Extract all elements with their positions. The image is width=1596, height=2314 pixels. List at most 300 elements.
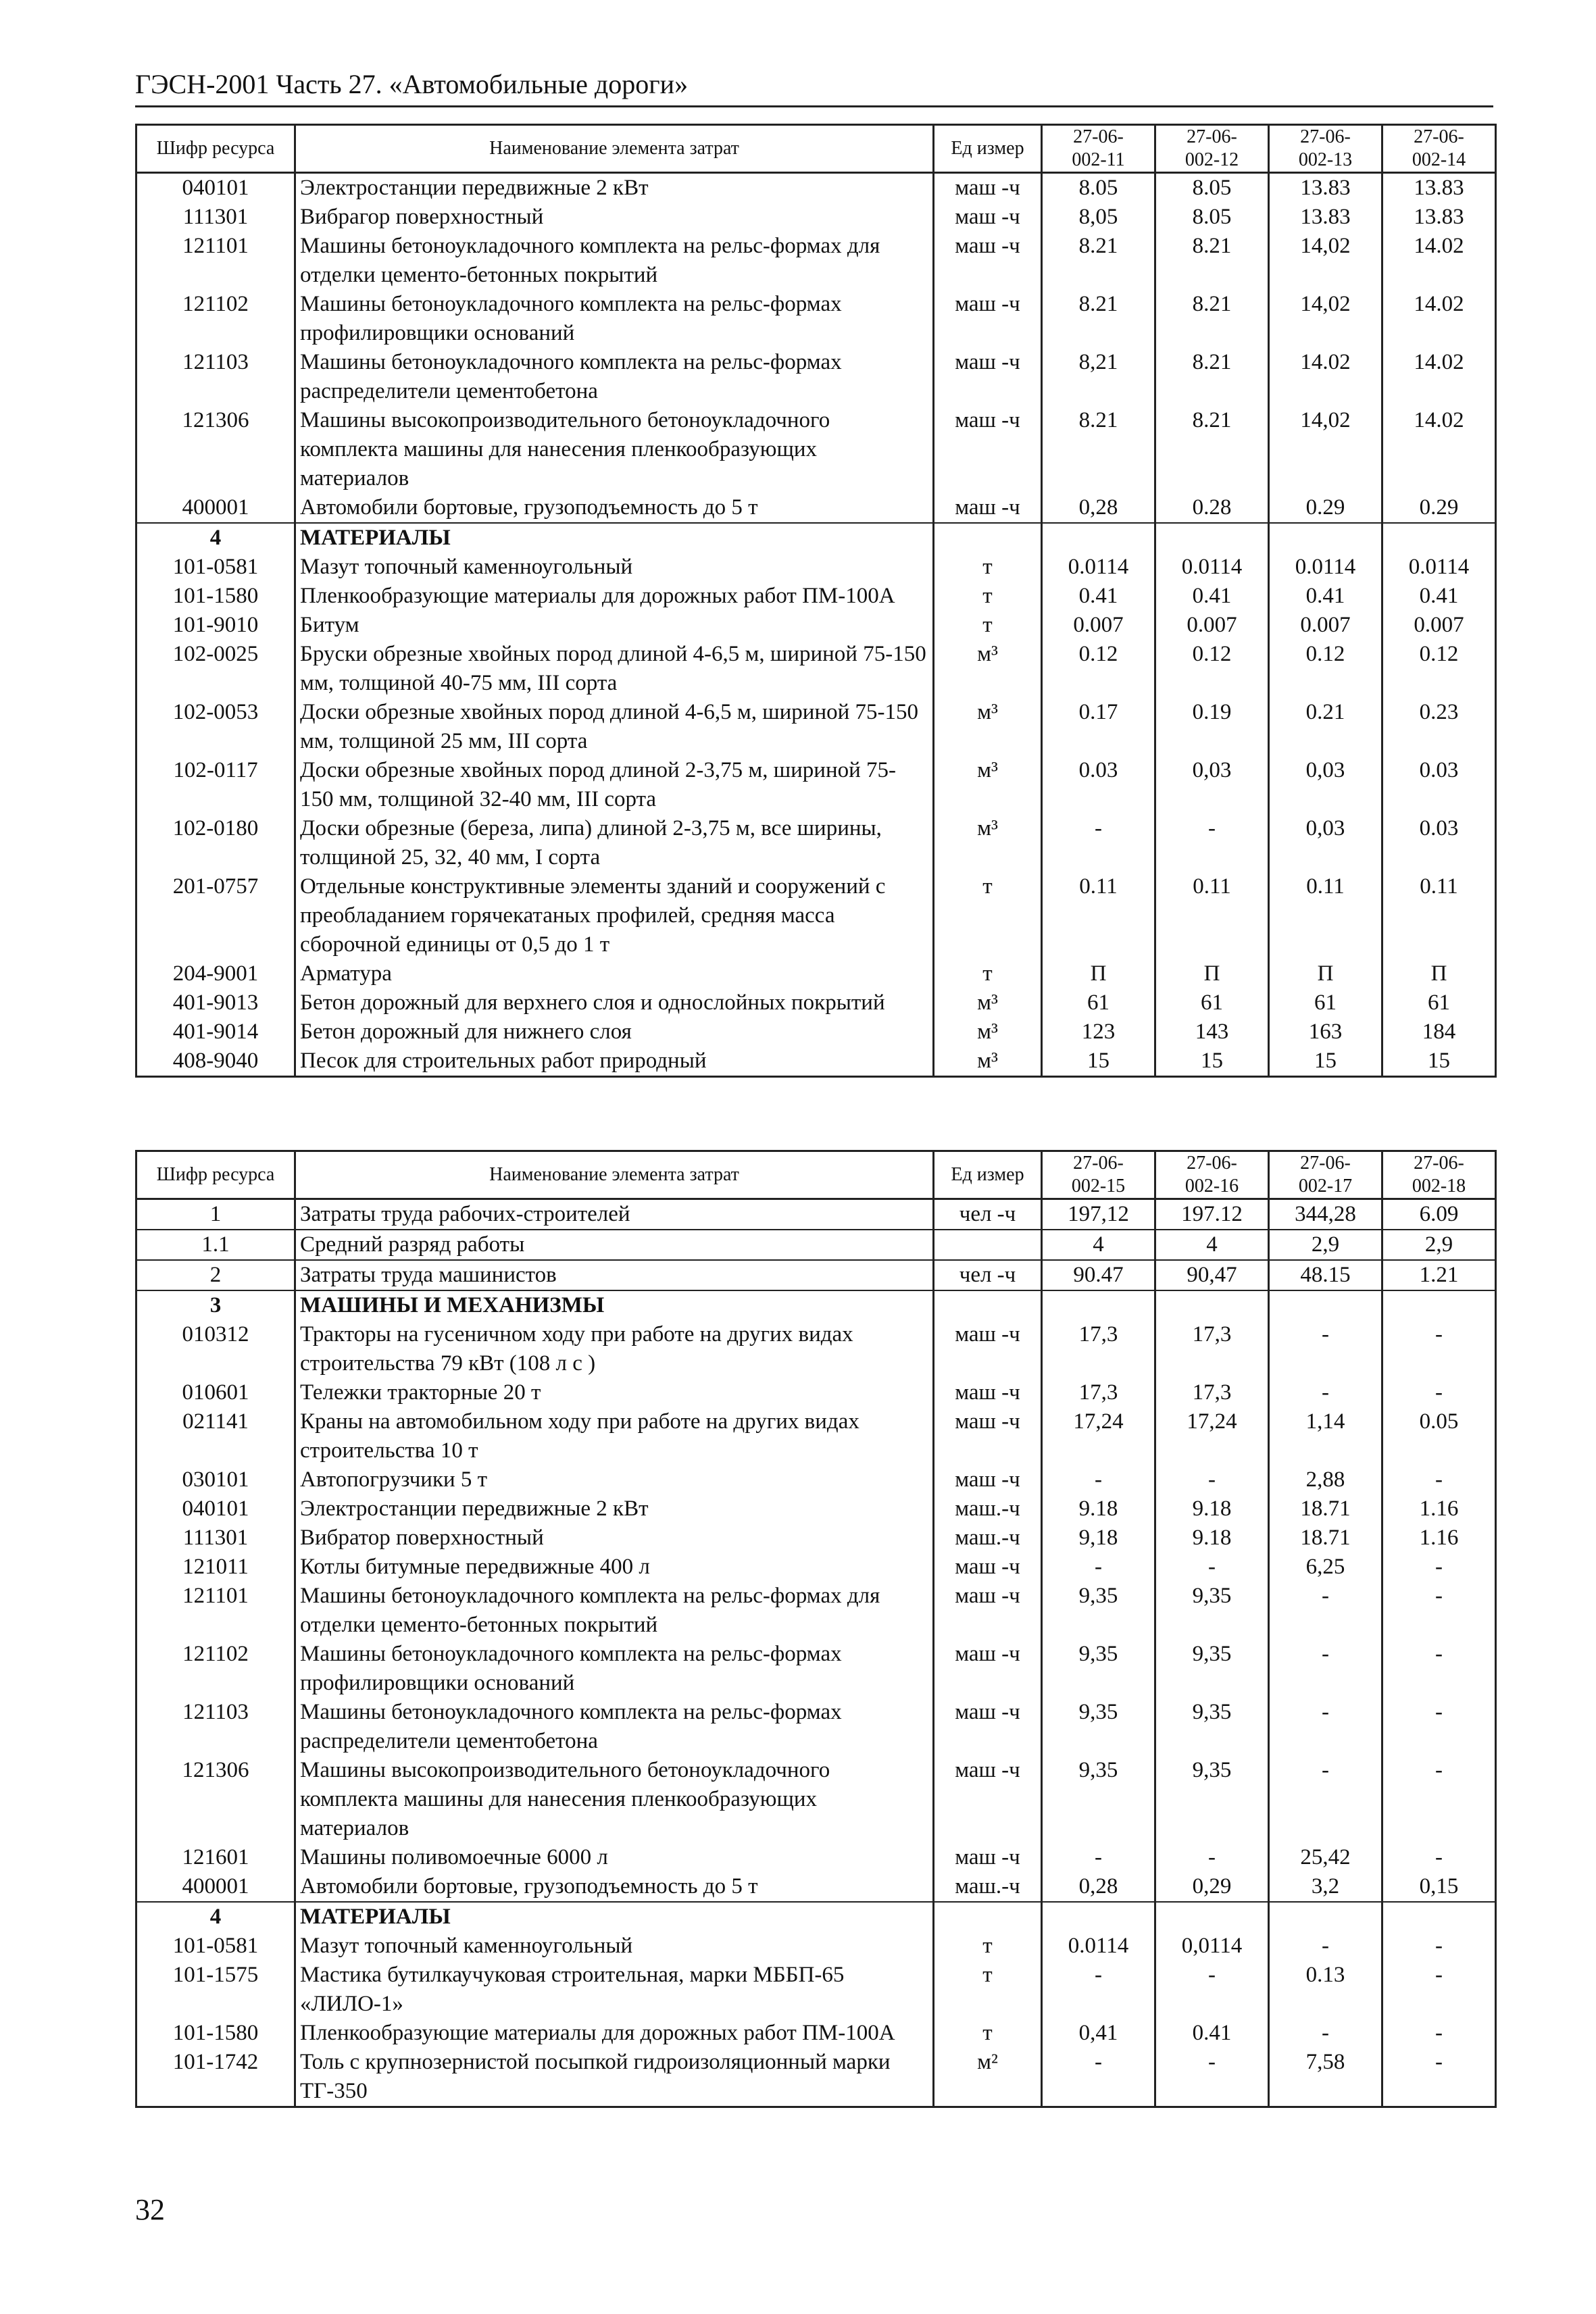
value-cell: 9,35 [1042, 1756, 1155, 1843]
value-cell: 14.02 [1382, 290, 1496, 348]
value-cell: 8.21 [1155, 232, 1269, 290]
table-row [136, 1494, 1496, 1524]
value-cell: 0.41 [1042, 582, 1155, 611]
table-row [136, 1017, 1496, 1047]
table-row [136, 1932, 1496, 1961]
value-cell: 197.12 [1155, 1199, 1269, 1230]
value-cell: 9,35 [1042, 1640, 1155, 1698]
value-cell: 8.05 [1042, 173, 1155, 203]
unit-cell: маш -ч [934, 1640, 1042, 1698]
resource-code: 401-9014 [136, 1017, 295, 1047]
value-cell: 14.02 [1269, 348, 1382, 406]
resource-name: Вибратор поверхностный [295, 1524, 934, 1553]
value-cell: - [1382, 1932, 1496, 1961]
value-cell: 0.28 [1155, 493, 1269, 523]
table-row [136, 290, 1496, 348]
value-cell: 13.83 [1269, 173, 1382, 203]
value-cell: 0.41 [1269, 582, 1382, 611]
value-cell [1042, 523, 1155, 553]
value-cell: 4 [1155, 1230, 1269, 1260]
value-cell: - [1382, 1553, 1496, 1582]
value-cell: 1,14 [1269, 1407, 1382, 1465]
value-cell: 0.0114 [1042, 1932, 1155, 1961]
value-cell: 0.11 [1382, 872, 1496, 959]
value-cell: - [1155, 1961, 1269, 2019]
value-cell: - [1042, 1961, 1155, 2019]
resource-code: 111301 [136, 203, 295, 232]
value-cell: 0.0114 [1042, 553, 1155, 582]
value-cell: 344,28 [1269, 1199, 1382, 1230]
value-cell: - [1155, 1843, 1269, 1872]
unit-cell: маш -ч [934, 1698, 1042, 1756]
col-header-name: Наименование элемента затрат [295, 125, 934, 173]
resource-name: Краны на автомобильном ходу при работе на других видах строительства 10 т [295, 1407, 934, 1465]
table-row [136, 1524, 1496, 1553]
resource-name: Бетон дорожный для нижнего слоя [295, 1017, 934, 1047]
value-cell [1269, 1902, 1382, 1932]
col-header-unit: Ед измер [934, 125, 1042, 173]
value-cell: 6,25 [1269, 1553, 1382, 1582]
table-row [136, 1230, 1496, 1260]
unit-cell: маш -ч [934, 1378, 1042, 1407]
table-row [136, 232, 1496, 290]
unit-cell: маш -ч [934, 232, 1042, 290]
value-cell: 0,29 [1155, 1872, 1269, 1902]
resource-code: 111301 [136, 1524, 295, 1553]
table-row [136, 493, 1496, 523]
value-cell [1382, 523, 1496, 553]
unit-cell: чел -ч [934, 1260, 1042, 1290]
value-cell: 9,18 [1042, 1524, 1155, 1553]
table-row [136, 640, 1496, 698]
table-row [136, 348, 1496, 406]
value-cell: П [1155, 959, 1269, 988]
resource-code: 4 [136, 523, 295, 553]
value-cell: 9,35 [1042, 1582, 1155, 1640]
value-cell: 0.007 [1155, 611, 1269, 640]
value-cell: 0.41 [1155, 2019, 1269, 2048]
resource-name: Песок для строительных работ природный [295, 1047, 934, 1077]
resource-code: 101-1580 [136, 582, 295, 611]
value-cell: 13.83 [1382, 203, 1496, 232]
value-cell: 14,02 [1269, 232, 1382, 290]
value-cell: 9,35 [1155, 1640, 1269, 1698]
table-row [136, 1320, 1496, 1378]
value-cell: - [1155, 814, 1269, 872]
table-row [136, 2048, 1496, 2107]
unit-cell: маш -ч [934, 1320, 1042, 1378]
value-cell: 8.05 [1155, 173, 1269, 203]
table-row [136, 2019, 1496, 2048]
resource-name: Затраты труда рабочих-строителей [295, 1199, 934, 1230]
col-header-norm: 27-06- 002-16 [1155, 1151, 1269, 1199]
value-cell: 61 [1155, 988, 1269, 1017]
value-cell: 0.29 [1269, 493, 1382, 523]
col-header-unit: Ед измер [934, 1151, 1042, 1199]
unit-cell [934, 1902, 1042, 1932]
value-cell: 17,3 [1042, 1378, 1155, 1407]
table-row [136, 872, 1496, 959]
value-cell: 1.16 [1382, 1494, 1496, 1524]
table-row [136, 582, 1496, 611]
resource-name: Вибрагор поверхностный [295, 203, 934, 232]
value-cell: 0.0114 [1382, 553, 1496, 582]
value-cell: - [1382, 1961, 1496, 2019]
table-row [136, 173, 1496, 203]
value-cell: - [1269, 1378, 1382, 1407]
resource-code: 102-0025 [136, 640, 295, 698]
value-cell: 17,24 [1042, 1407, 1155, 1465]
value-cell: 9.18 [1155, 1524, 1269, 1553]
value-cell: 0.12 [1382, 640, 1496, 698]
unit-cell: м³ [934, 1017, 1042, 1047]
value-cell: 0.13 [1269, 1961, 1382, 2019]
value-cell: 0.0114 [1155, 553, 1269, 582]
col-header-norm: 27-06- 002-18 [1382, 1151, 1496, 1199]
value-cell: 0,03 [1269, 756, 1382, 814]
value-cell: 0.11 [1042, 872, 1155, 959]
resource-code: 4 [136, 1902, 295, 1932]
value-cell: 13.83 [1269, 203, 1382, 232]
section-row [136, 523, 1496, 553]
resource-name: Котлы битумные передвижные 400 л [295, 1553, 934, 1582]
value-cell: - [1269, 1320, 1382, 1378]
value-cell: - [1382, 1320, 1496, 1378]
resource-name: Мазут топочный каменноугольный [295, 553, 934, 582]
value-cell: 8,05 [1042, 203, 1155, 232]
value-cell: - [1042, 1843, 1155, 1872]
unit-cell: маш -ч [934, 290, 1042, 348]
value-cell: 15 [1155, 1047, 1269, 1077]
col-header-norm: 27-06- 002-11 [1042, 125, 1155, 173]
resource-code: 408-9040 [136, 1047, 295, 1077]
resource-code: 101-1575 [136, 1961, 295, 2019]
unit-cell: маш -ч [934, 348, 1042, 406]
table-row [136, 1961, 1496, 2019]
value-cell: 13.83 [1382, 173, 1496, 203]
resource-code: 201-0757 [136, 872, 295, 959]
value-cell: 90,47 [1155, 1260, 1269, 1290]
resource-name: Машины высокопроизводительного бетоноукладочного комплекта машины для нанесения пленкообразующих материалов [295, 406, 934, 493]
table-row [136, 1553, 1496, 1582]
resource-code: 101-9010 [136, 611, 295, 640]
value-cell: 8.21 [1042, 290, 1155, 348]
value-cell: - [1382, 1582, 1496, 1640]
value-cell: 9,35 [1155, 1698, 1269, 1756]
value-cell [1155, 1290, 1269, 1320]
unit-cell: т [934, 959, 1042, 988]
unit-cell: маш -ч [934, 1843, 1042, 1872]
resource-name: Электростанции передвижные 2 кВт [295, 1494, 934, 1524]
value-cell: 0,28 [1042, 493, 1155, 523]
value-cell: 2,9 [1269, 1230, 1382, 1260]
value-cell: 17,3 [1155, 1378, 1269, 1407]
value-cell: 0.17 [1042, 698, 1155, 756]
resource-name: Бруски обрезные хвойных пород длиной 4-6,5 м, шириной 75-150 мм, толщиной 40-75 мм, III сорта [295, 640, 934, 698]
value-cell: - [1382, 1698, 1496, 1756]
resource-name: Автопогрузчики 5 т [295, 1465, 934, 1494]
table-row [136, 1047, 1496, 1077]
resource-code: 010312 [136, 1320, 295, 1378]
value-cell: 18.71 [1269, 1494, 1382, 1524]
table-row [136, 1872, 1496, 1902]
value-cell: П [1269, 959, 1382, 988]
col-header-norm: 27-06- 002-14 [1382, 125, 1496, 173]
resource-name: Битум [295, 611, 934, 640]
unit-cell: т [934, 582, 1042, 611]
value-cell: 61 [1382, 988, 1496, 1017]
resource-name: Арматура [295, 959, 934, 988]
value-cell: 8.21 [1155, 290, 1269, 348]
resource-name: Затраты труда машинистов [295, 1260, 934, 1290]
value-cell: - [1042, 1553, 1155, 1582]
value-cell: 0.007 [1042, 611, 1155, 640]
value-cell: 0,03 [1155, 756, 1269, 814]
value-cell: 0.21 [1269, 698, 1382, 756]
unit-cell: маш -ч [934, 1756, 1042, 1843]
value-cell: - [1042, 1465, 1155, 1494]
resource-name: Отдельные конструктивные элементы зданий и сооружений с преобладанием горячекатаных профилей, средняя масса сборочной единицы от 0,5 до 1 т [295, 872, 934, 959]
value-cell: - [1042, 2048, 1155, 2107]
unit-cell: т [934, 2019, 1042, 2048]
resource-code: 121103 [136, 1698, 295, 1756]
table-row [136, 1199, 1496, 1230]
unit-cell: маш.-ч [934, 1524, 1042, 1553]
unit-cell: т [934, 1932, 1042, 1961]
value-cell: 0.23 [1382, 698, 1496, 756]
table-row [136, 203, 1496, 232]
unit-cell: т [934, 553, 1042, 582]
resource-name: Доски обрезные хвойных пород длиной 4-6,5 м, шириной 75-150 мм, толщиной 25 мм, III сорта [295, 698, 934, 756]
resource-code: 030101 [136, 1465, 295, 1494]
value-cell: 0.12 [1269, 640, 1382, 698]
value-cell [1382, 1902, 1496, 1932]
resource-table-1 [135, 124, 1497, 1078]
resource-name: Машины высокопроизводительного бетоноукладочного комплекта машины для нанесения пленкообразующих материалов [295, 1756, 934, 1843]
value-cell: 0.03 [1042, 756, 1155, 814]
table-row [136, 406, 1496, 493]
value-cell: 6.09 [1382, 1199, 1496, 1230]
value-cell: 15 [1382, 1047, 1496, 1077]
value-cell: 0.007 [1382, 611, 1496, 640]
resource-name: Электростанции передвижные 2 кВт [295, 173, 934, 203]
value-cell: 61 [1042, 988, 1155, 1017]
resource-code: 121011 [136, 1553, 295, 1582]
value-cell: - [1269, 1698, 1382, 1756]
resource-code: 401-9013 [136, 988, 295, 1017]
resource-name: Автомобили бортовые, грузоподъемность до 5 т [295, 493, 934, 523]
value-cell: 0.11 [1155, 872, 1269, 959]
value-cell: 197,12 [1042, 1199, 1155, 1230]
unit-cell: т [934, 1961, 1042, 2019]
value-cell: 123 [1042, 1017, 1155, 1047]
resource-name: Пленкообразующие материалы для дорожных работ ПМ-100А [295, 2019, 934, 2048]
unit-cell: маш.-ч [934, 1494, 1042, 1524]
resource-code: 121102 [136, 1640, 295, 1698]
resource-name: МАТЕРИАЛЫ [295, 523, 934, 553]
value-cell: 163 [1269, 1017, 1382, 1047]
value-cell: - [1382, 2019, 1496, 2048]
resource-code: 121103 [136, 348, 295, 406]
table-row [136, 756, 1496, 814]
col-header-norm: 27-06- 002-15 [1042, 1151, 1155, 1199]
value-cell: - [1382, 2048, 1496, 2107]
value-cell: 9,35 [1155, 1756, 1269, 1843]
unit-cell: маш -ч [934, 406, 1042, 493]
value-cell: 0.05 [1382, 1407, 1496, 1465]
value-cell [1042, 1902, 1155, 1932]
value-cell [1382, 1290, 1496, 1320]
resource-code: 021141 [136, 1407, 295, 1465]
unit-cell [934, 1230, 1042, 1260]
unit-cell: маш -ч [934, 1553, 1042, 1582]
value-cell: 8.21 [1042, 406, 1155, 493]
unit-cell: маш.-ч [934, 1872, 1042, 1902]
table-row [136, 814, 1496, 872]
col-header-name: Наименование элемента затрат [295, 1151, 934, 1199]
resource-code: 040101 [136, 1494, 295, 1524]
value-cell: - [1155, 2048, 1269, 2107]
value-cell: 0.007 [1269, 611, 1382, 640]
resource-name: Машины бетоноукладочного комплекта на рельс-формах распределители цементобетона [295, 1698, 934, 1756]
resource-code: 102-0180 [136, 814, 295, 872]
unit-cell: м³ [934, 756, 1042, 814]
resource-code: 010601 [136, 1378, 295, 1407]
value-cell: 0.12 [1155, 640, 1269, 698]
col-header-code: Шифр ресурса [136, 125, 295, 173]
unit-cell [934, 523, 1042, 553]
value-cell: 14.02 [1382, 348, 1496, 406]
value-cell: - [1269, 1932, 1382, 1961]
unit-cell: маш -ч [934, 173, 1042, 203]
value-cell: 8.21 [1155, 406, 1269, 493]
resource-code: 121306 [136, 1756, 295, 1843]
value-cell: 0.11 [1269, 872, 1382, 959]
value-cell: - [1382, 1843, 1496, 1872]
resource-code: 101-0581 [136, 553, 295, 582]
value-cell [1155, 523, 1269, 553]
resource-code: 2 [136, 1260, 295, 1290]
value-cell: - [1155, 1553, 1269, 1582]
value-cell: 8.21 [1155, 348, 1269, 406]
value-cell: - [1269, 2019, 1382, 2048]
unit-cell: т [934, 611, 1042, 640]
resource-code: 102-0117 [136, 756, 295, 814]
value-cell: 2,9 [1382, 1230, 1496, 1260]
table-row [136, 1843, 1496, 1872]
value-cell: 25,42 [1269, 1843, 1382, 1872]
value-cell: 9.18 [1042, 1494, 1155, 1524]
value-cell: 1.21 [1382, 1260, 1496, 1290]
value-cell: 9,35 [1042, 1698, 1155, 1756]
value-cell: 8.21 [1042, 232, 1155, 290]
resource-code: 1.1 [136, 1230, 295, 1260]
value-cell: - [1382, 1756, 1496, 1843]
page-header-title: ГЭСН-2001 Часть 27. «Автомобильные дороги» [135, 69, 689, 99]
value-cell: 14.02 [1382, 232, 1496, 290]
value-cell: 1.16 [1382, 1524, 1496, 1553]
resource-code: 101-1742 [136, 2048, 295, 2107]
resource-name: Тракторы на гусеничном ходу при работе на других видах строительства 79 кВт (108 л с ) [295, 1320, 934, 1378]
resource-code: 040101 [136, 173, 295, 203]
table1-body [136, 173, 1496, 1077]
resource-name: МАТЕРИАЛЫ [295, 1902, 934, 1932]
value-cell [1155, 1902, 1269, 1932]
resource-name: Машины бетоноукладочного комплекта на рельс-формах профилировщики оснований [295, 1640, 934, 1698]
value-cell: - [1382, 1378, 1496, 1407]
value-cell: П [1042, 959, 1155, 988]
resource-name: Бетон дорожный для верхнего слоя и однослойных покрытий [295, 988, 934, 1017]
value-cell: 0,41 [1042, 2019, 1155, 2048]
value-cell: 17,3 [1042, 1320, 1155, 1378]
col-header-norm: 27-06- 002-13 [1269, 125, 1382, 173]
resource-code: 1 [136, 1199, 295, 1230]
table2-body [136, 1199, 1496, 2107]
value-cell: 0,28 [1042, 1872, 1155, 1902]
resource-name: Автомобили бортовые, грузоподъемность до 5 т [295, 1872, 934, 1902]
resource-code: 121601 [136, 1843, 295, 1872]
value-cell: 2,88 [1269, 1465, 1382, 1494]
resource-name: Машины бетоноукладочного комплекта на рельс-формах для отделки цементо-бетонных покрытий [295, 232, 934, 290]
resource-name: Тележки тракторные 20 т [295, 1378, 934, 1407]
table-row [136, 959, 1496, 988]
value-cell: - [1382, 1465, 1496, 1494]
table-row [136, 1378, 1496, 1407]
page-header [135, 68, 1493, 107]
section-row [136, 1902, 1496, 1932]
resource-code: 101-0581 [136, 1932, 295, 1961]
unit-cell: м³ [934, 640, 1042, 698]
resource-name: Средний разряд работы [295, 1230, 934, 1260]
table-row [136, 611, 1496, 640]
resource-code: 400001 [136, 493, 295, 523]
resource-name: Мастика бутилкаучуковая строительная, марки МББП-65 «ЛИЛО-1» [295, 1961, 934, 2019]
value-cell: 8.05 [1155, 203, 1269, 232]
resource-code: 204-9001 [136, 959, 295, 988]
value-cell: 90.47 [1042, 1260, 1155, 1290]
table-row [136, 553, 1496, 582]
unit-cell: м² [934, 2048, 1042, 2107]
value-cell [1269, 1290, 1382, 1320]
resource-name: Доски обрезные (береза, липа) длиной 2-3,75 м, все ширины, толщиной 25, 32, 40 мм, I сорта [295, 814, 934, 872]
table-row [136, 1698, 1496, 1756]
table-row [136, 698, 1496, 756]
unit-cell: т [934, 872, 1042, 959]
value-cell: 15 [1042, 1047, 1155, 1077]
resource-table-2 [135, 1150, 1497, 2108]
value-cell: - [1269, 1582, 1382, 1640]
value-cell: 184 [1382, 1017, 1496, 1047]
value-cell: 14,02 [1269, 290, 1382, 348]
resource-code: 121101 [136, 232, 295, 290]
resource-code: 121306 [136, 406, 295, 493]
col-header-norm: 27-06- 002-17 [1269, 1151, 1382, 1199]
resource-code: 121102 [136, 290, 295, 348]
col-header-code: Шифр ресурса [136, 1151, 295, 1199]
value-cell: 3,2 [1269, 1872, 1382, 1902]
value-cell: 9,35 [1155, 1582, 1269, 1640]
value-cell: 14.02 [1382, 406, 1496, 493]
unit-cell: маш -ч [934, 203, 1042, 232]
value-cell: 0.03 [1382, 756, 1496, 814]
unit-cell: чел -ч [934, 1199, 1042, 1230]
value-cell: 9.18 [1155, 1494, 1269, 1524]
value-cell: 0,03 [1269, 814, 1382, 872]
table-row [136, 988, 1496, 1017]
resource-name: Машины бетоноукладочного комплекта на рельс-формах для отделки цементо-бетонных покрытий [295, 1582, 934, 1640]
resource-code: 121101 [136, 1582, 295, 1640]
value-cell: П [1382, 959, 1496, 988]
